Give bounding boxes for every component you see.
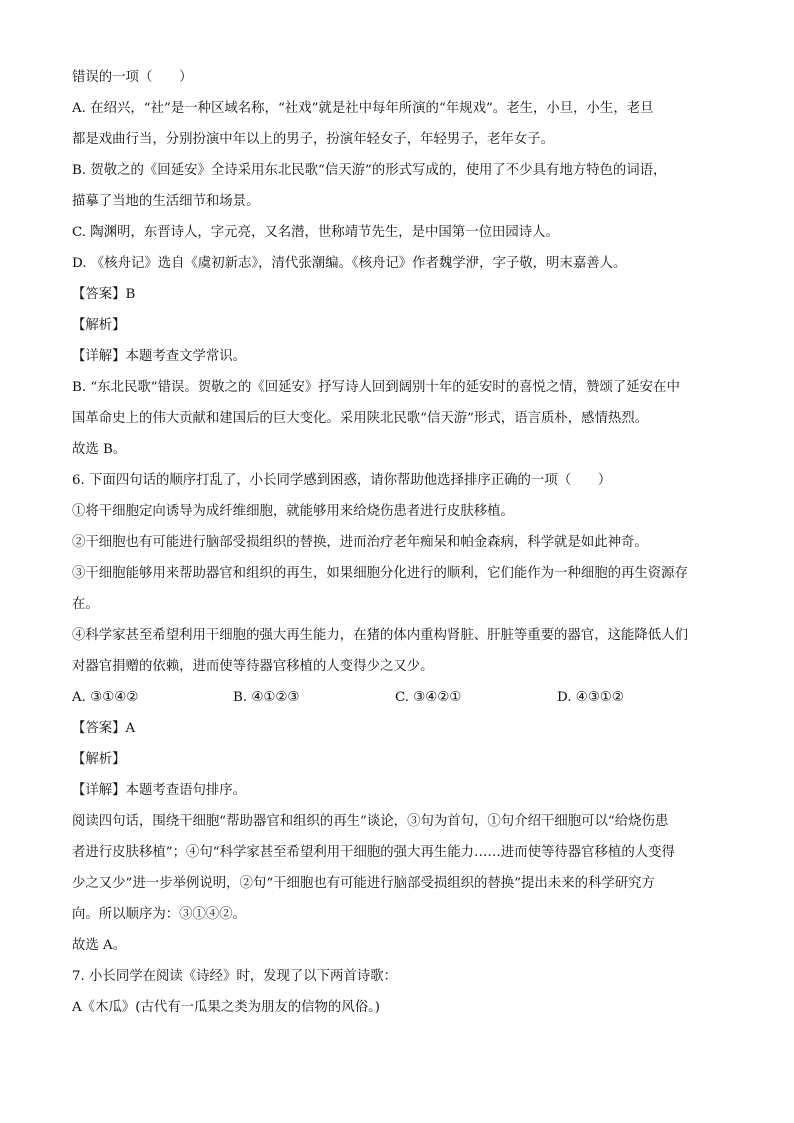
explanation-line-1: B. “东北民歌”错误。贺敬之的《回延安》抒写诗人回到阔别十年的延安时的喜悦之情，赞颂了延安在中 — [72, 380, 680, 395]
explanation-line-3: 少之又少”进一步举例说明，②句“干细胞也有可能进行脑部受损组织的替换”提出未来的科学研究方 — [72, 876, 655, 891]
option-a: A. ③①④② — [72, 690, 139, 705]
choice-conclusion: 故选 A。 — [72, 938, 127, 953]
option-b: B. ④①②③ — [233, 690, 300, 705]
explanation-line-2: 国革命史上的伟大贡献和建国后的巨大变化。采用陕北民歌“信天游”形式，语言质朴，感情热烈。 — [72, 411, 649, 426]
sentence-4-line-1: ④科学家甚至希望利用干细胞的强大再生能力，在猪的体内重构肾脏、肝脏等重要的器官，这能降低人们 — [72, 628, 688, 643]
question-7-stem: 7. 小长同学在阅读《诗经》时，发现了以下两首诗歌： — [72, 969, 398, 984]
question-6-stem: 6. 下面四句话的顺序打乱了，小长同学感到困惑，请你帮助他选择排序正确的一项（ ） — [72, 473, 612, 488]
option-a-line-2: 都是戏曲行当，分别扮演中年以上的男子，扮演年轻女子，年轻男子，老年女子。 — [72, 132, 555, 147]
analysis-label: 【解析】 — [72, 318, 126, 333]
detail-explanation: 【详解】本题考查语句排序。 — [72, 783, 247, 798]
question-stem-continued: 错误的一项（ ） — [72, 70, 193, 85]
option-c: C. ③④②① — [395, 690, 462, 705]
option-b-line-1: B. 贺敬之的《回延安》全诗采用东北民歌“信天游”的形式写成的，使用了不少具有地方特色的词语， — [72, 163, 667, 178]
answer-label: 【答案】B — [72, 287, 136, 302]
answer-label: 【答案】A — [72, 721, 136, 736]
sentence-4-line-2: 对器官捐赠的依赖，进而使等待器官移植的人变得少之又少。 — [72, 659, 434, 674]
detail-explanation: 【详解】本题考查文学常识。 — [72, 349, 247, 364]
question-6-options — [72, 682, 727, 713]
option-c: C. 陶渊明，东晋诗人，字元亮，又名潜，世称靖节先生，是中国第一位田园诗人。 — [72, 225, 559, 240]
sentence-2: ②干细胞也有可能进行脑部受损组织的替换，进而治疗老年痴呆和帕金森病，科学就是如此神奇。 — [72, 535, 648, 550]
analysis-label: 【解析】 — [72, 752, 126, 767]
document-page — [72, 62, 727, 1023]
option-b-line-2: 描摹了当地的生活细节和场景。 — [72, 194, 260, 209]
option-d: D. 《核舟记》选自《虞初新志》，清代张潮编。《核舟记》作者魏学洢，字子敬，明末嘉善人。 — [72, 256, 627, 271]
sentence-1: ①将干细胞定向诱导为成纤维细胞，就能够用来给烧伤患者进行皮肤移植。 — [72, 504, 514, 519]
option-d: D. ④③①② — [557, 690, 624, 705]
option-a-line-1: A. 在绍兴，“社”是一种区域名称，“社戏”就是社中每年所演的“年规戏”。老生，小旦，小生，老旦 — [72, 101, 654, 116]
sentence-3-line-2: 在。 — [72, 597, 99, 612]
explanation-line-4: 向。所以顺序为：③①④②。 — [72, 907, 247, 922]
explanation-line-1: 阅读四句话，围绕干细胞“帮助器官和组织的再生”谈论，③句为首句，①句介绍干细胞可以“给烧伤患 — [72, 814, 669, 829]
explanation-line-2: 者进行皮肤移植”；④句“科学家甚至希望利用干细胞的强大再生能力……进而使等待器官移植的人变得 — [72, 845, 675, 860]
sentence-3-line-1: ③干细胞能够用来帮助器官和组织的再生，如果细胞分化进行的顺利，它们能作为一种细胞的再生资源存 — [72, 566, 688, 581]
choice-conclusion: 故选 B。 — [72, 442, 127, 457]
poem-a-title: A《木瓜》(古代有一瓜果之类为朋友的信物的风俗。) — [72, 1000, 381, 1015]
